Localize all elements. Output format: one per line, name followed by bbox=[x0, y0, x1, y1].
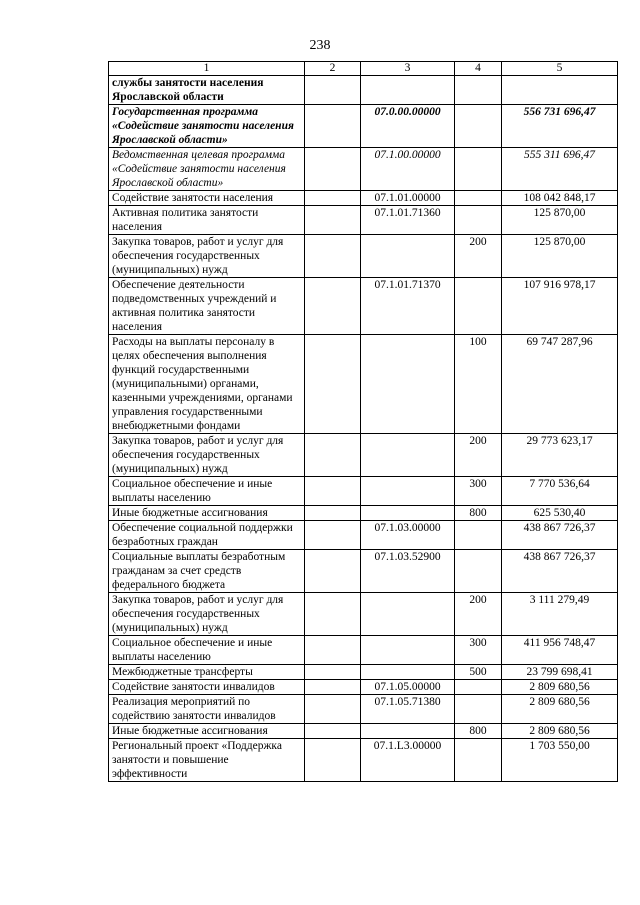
row-expense-type-cell bbox=[455, 695, 502, 724]
row-name-cell: Иные бюджетные ассигнования bbox=[109, 506, 305, 521]
table-row bbox=[109, 739, 618, 782]
row-expense-type-cell bbox=[455, 76, 502, 105]
row-name-cell: Обеспечение социальной поддержки безработных граждан bbox=[109, 521, 305, 550]
row-amount-cell: 555 311 696,47 bbox=[502, 148, 618, 191]
row-name-cell: Государственная программа «Содействие занятости населения Ярославской области» bbox=[109, 105, 305, 148]
row-col2-cell bbox=[305, 593, 361, 636]
row-amount-cell: 438 867 726,37 bbox=[502, 521, 618, 550]
row-col2-cell bbox=[305, 278, 361, 335]
row-name-cell: Межбюджетные трансферты bbox=[109, 665, 305, 680]
table-row bbox=[109, 636, 618, 665]
row-amount-cell: 438 867 726,37 bbox=[502, 550, 618, 593]
row-name-cell: Расходы на выплаты персоналу в целях обеспечения выполнения функций государственными (муниципальными) органами, казенными учреждениями, органами управления государственными внебюджетными фондами bbox=[109, 335, 305, 434]
row-amount-cell: 556 731 696,47 bbox=[502, 105, 618, 148]
row-expense-type-cell: 500 bbox=[455, 665, 502, 680]
row-code-cell bbox=[361, 665, 455, 680]
row-amount-cell: 108 042 848,17 bbox=[502, 191, 618, 206]
row-expense-type-cell: 800 bbox=[455, 724, 502, 739]
row-amount-cell: 69 747 287,96 bbox=[502, 335, 618, 434]
row-expense-type-cell bbox=[455, 105, 502, 148]
row-col2-cell bbox=[305, 434, 361, 477]
row-amount-cell: 2 809 680,56 bbox=[502, 680, 618, 695]
table-row bbox=[109, 477, 618, 506]
table-header bbox=[109, 62, 618, 76]
header-col-4: 4 bbox=[455, 62, 502, 76]
row-amount-cell bbox=[502, 76, 618, 105]
row-name-cell: Иные бюджетные ассигнования bbox=[109, 724, 305, 739]
table-row bbox=[109, 680, 618, 695]
row-name-cell: Закупка товаров, работ и услуг для обеспечения государственных (муниципальных) нужд bbox=[109, 235, 305, 278]
row-col2-cell bbox=[305, 680, 361, 695]
row-code-cell bbox=[361, 724, 455, 739]
row-col2-cell bbox=[305, 191, 361, 206]
table-row bbox=[109, 105, 618, 148]
row-expense-type-cell bbox=[455, 739, 502, 782]
row-code-cell: 07.1.01.71370 bbox=[361, 278, 455, 335]
row-code-cell: 07.1.L3.00000 bbox=[361, 739, 455, 782]
row-expense-type-cell: 200 bbox=[455, 434, 502, 477]
row-code-cell bbox=[361, 477, 455, 506]
row-amount-cell: 107 916 978,17 bbox=[502, 278, 618, 335]
row-col2-cell bbox=[305, 206, 361, 235]
row-expense-type-cell: 100 bbox=[455, 335, 502, 434]
row-amount-cell: 29 773 623,17 bbox=[502, 434, 618, 477]
row-code-cell: 07.1.01.00000 bbox=[361, 191, 455, 206]
row-expense-type-cell: 800 bbox=[455, 506, 502, 521]
row-code-cell bbox=[361, 506, 455, 521]
row-col2-cell bbox=[305, 724, 361, 739]
table-row bbox=[109, 695, 618, 724]
row-amount-cell: 2 809 680,56 bbox=[502, 724, 618, 739]
header-col-1: 1 bbox=[109, 62, 305, 76]
table-row bbox=[109, 235, 618, 278]
row-name-cell: Реализация мероприятий по содействию занятости инвалидов bbox=[109, 695, 305, 724]
row-expense-type-cell bbox=[455, 680, 502, 695]
row-name-cell: Социальное обеспечение и иные выплаты населению bbox=[109, 477, 305, 506]
row-col2-cell bbox=[305, 235, 361, 278]
row-code-cell: 07.0.00.00000 bbox=[361, 105, 455, 148]
row-amount-cell: 411 956 748,47 bbox=[502, 636, 618, 665]
row-code-cell: 07.1.05.71380 bbox=[361, 695, 455, 724]
row-amount-cell: 125 870,00 bbox=[502, 206, 618, 235]
table-row bbox=[109, 191, 618, 206]
row-code-cell: 07.1.05.00000 bbox=[361, 680, 455, 695]
table-row bbox=[109, 148, 618, 191]
row-col2-cell bbox=[305, 665, 361, 680]
row-name-cell: Обеспечение деятельности подведомственных учреждений и активная политика занятости населения bbox=[109, 278, 305, 335]
table-row bbox=[109, 550, 618, 593]
table-row bbox=[109, 278, 618, 335]
row-code-cell bbox=[361, 593, 455, 636]
row-amount-cell: 7 770 536,64 bbox=[502, 477, 618, 506]
row-amount-cell: 625 530,40 bbox=[502, 506, 618, 521]
row-expense-type-cell: 300 bbox=[455, 636, 502, 665]
row-code-cell bbox=[361, 434, 455, 477]
header-row bbox=[109, 62, 618, 76]
budget-table bbox=[108, 61, 618, 782]
row-name-cell: Содействие занятости инвалидов bbox=[109, 680, 305, 695]
header-col-5: 5 bbox=[502, 62, 618, 76]
row-code-cell bbox=[361, 636, 455, 665]
table-row bbox=[109, 665, 618, 680]
row-name-cell: Закупка товаров, работ и услуг для обеспечения государственных (муниципальных) нужд bbox=[109, 593, 305, 636]
row-name-cell: Региональный проект «Поддержка занятости и повышение эффективности bbox=[109, 739, 305, 782]
row-name-cell: Содействие занятости населения bbox=[109, 191, 305, 206]
page-number: 238 bbox=[309, 38, 331, 53]
table-row bbox=[109, 434, 618, 477]
row-expense-type-cell: 200 bbox=[455, 235, 502, 278]
header-col-2: 2 bbox=[305, 62, 361, 76]
row-code-cell: 07.1.03.00000 bbox=[361, 521, 455, 550]
row-expense-type-cell bbox=[455, 550, 502, 593]
table-row bbox=[109, 521, 618, 550]
row-name-cell: Социальные выплаты безработным гражданам за счет средств федерального бюджета bbox=[109, 550, 305, 593]
row-expense-type-cell bbox=[455, 191, 502, 206]
row-col2-cell bbox=[305, 550, 361, 593]
table-row bbox=[109, 76, 618, 105]
row-code-cell: 07.1.01.71360 bbox=[361, 206, 455, 235]
row-code-cell bbox=[361, 76, 455, 105]
table-row bbox=[109, 593, 618, 636]
row-amount-cell: 3 111 279,49 bbox=[502, 593, 618, 636]
row-code-cell bbox=[361, 235, 455, 278]
row-code-cell: 07.1.03.52900 bbox=[361, 550, 455, 593]
row-amount-cell: 2 809 680,56 bbox=[502, 695, 618, 724]
row-col2-cell bbox=[305, 521, 361, 550]
row-code-cell bbox=[361, 335, 455, 434]
row-col2-cell bbox=[305, 477, 361, 506]
row-col2-cell bbox=[305, 695, 361, 724]
row-col2-cell bbox=[305, 105, 361, 148]
row-amount-cell: 1 703 550,00 bbox=[502, 739, 618, 782]
row-amount-cell: 23 799 698,41 bbox=[502, 665, 618, 680]
row-expense-type-cell bbox=[455, 521, 502, 550]
row-expense-type-cell bbox=[455, 206, 502, 235]
row-expense-type-cell: 200 bbox=[455, 593, 502, 636]
table-row bbox=[109, 206, 618, 235]
row-col2-cell bbox=[305, 76, 361, 105]
row-col2-cell bbox=[305, 148, 361, 191]
row-expense-type-cell: 300 bbox=[455, 477, 502, 506]
table-row bbox=[109, 724, 618, 739]
row-expense-type-cell bbox=[455, 148, 502, 191]
row-name-cell: Закупка товаров, работ и услуг для обеспечения государственных (муниципальных) нужд bbox=[109, 434, 305, 477]
row-code-cell: 07.1.00.00000 bbox=[361, 148, 455, 191]
row-name-cell: службы занятости населения Ярославской области bbox=[109, 76, 305, 105]
header-col-3: 3 bbox=[361, 62, 455, 76]
row-name-cell: Ведомственная целевая программа «Содействие занятости населения Ярославской области» bbox=[109, 148, 305, 191]
row-col2-cell bbox=[305, 335, 361, 434]
table-body bbox=[109, 76, 618, 782]
row-name-cell: Социальное обеспечение и иные выплаты населению bbox=[109, 636, 305, 665]
row-expense-type-cell bbox=[455, 278, 502, 335]
row-amount-cell: 125 870,00 bbox=[502, 235, 618, 278]
table-row bbox=[109, 506, 618, 521]
table-row bbox=[109, 335, 618, 434]
row-col2-cell bbox=[305, 636, 361, 665]
row-name-cell: Активная политика занятости населения bbox=[109, 206, 305, 235]
row-col2-cell bbox=[305, 739, 361, 782]
row-col2-cell bbox=[305, 506, 361, 521]
